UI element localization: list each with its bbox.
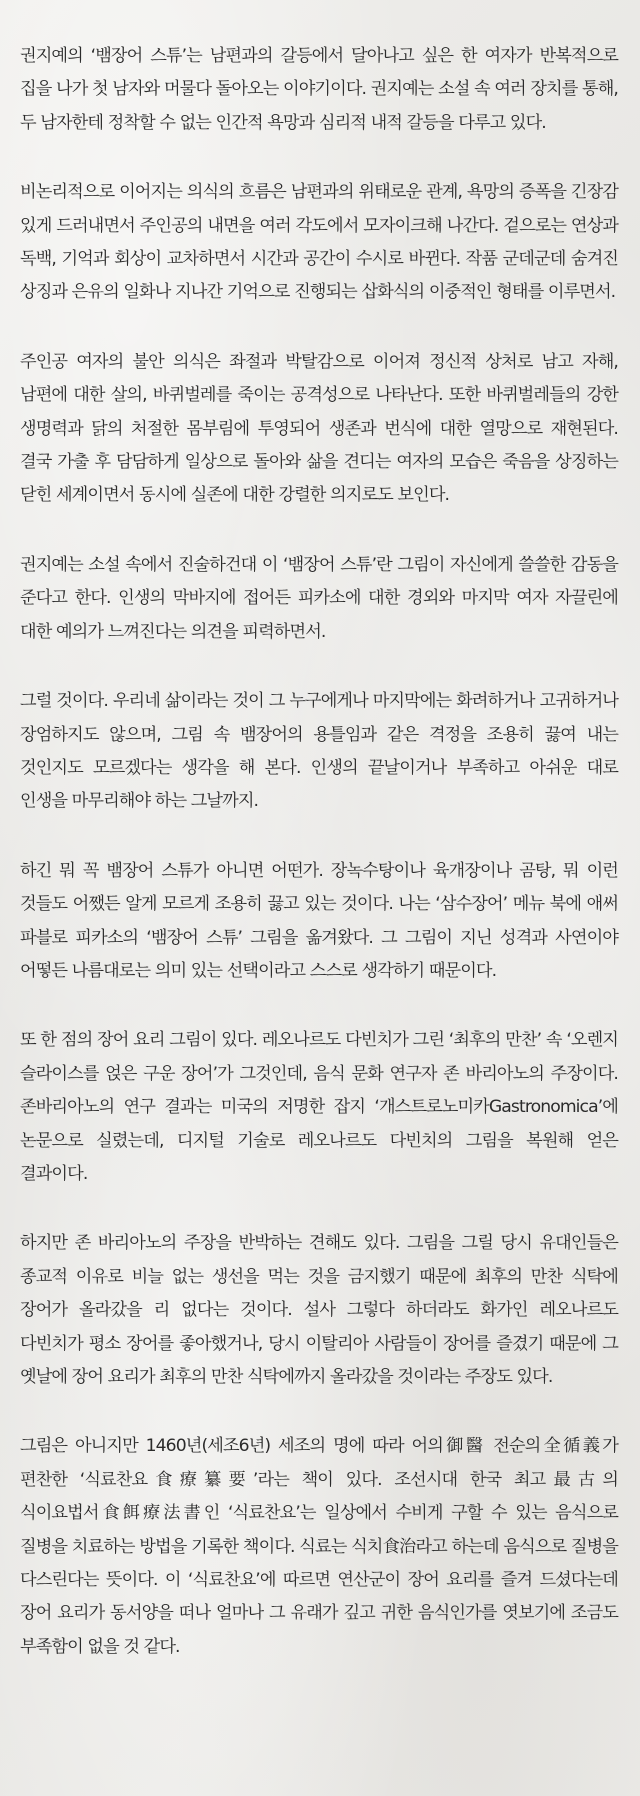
paragraph-2: 비논리적으로 이어지는 의식의 흐름은 남편과의 위태로운 관계, 욕망의 증폭을 긴장감 있게 드러내면서 주인공의 내면을 여러 각도에서 모자이크해 나간다. 겉으로는 연상과 독백, 기억과 회상이 교차하면서 시간과 공간이 수시로 바뀐다. 작품 군데군데 숨겨진 상징과 은유의 일화나 지나간 기억으로 진행되는 삽화식의 이중적인 형태를 이루면서. bbox=[20, 182, 618, 303]
paragraph-5: 그럴 것이다. 우리네 삶이라는 것이 그 누구에게나 마지막에는 화려하거나 고귀하거나 장엄하지도 않으며, 그림 속 뱀장어의 용틀임과 같은 격정을 조용히 끓여 내는 것인지도 모르겠다는 생각을 해 본다. 인생의 끝날이거나 부족하고 아쉬운 대로 인생을 마무리해야 하는 그날까지. bbox=[20, 691, 618, 812]
paragraph-9: 그림은 아니지만 1460년(세조6년) 세조의 명에 따라 어의御醫 전순의全循義가 편찬한 ‘식료찬요食療纂要’라는 책이 있다. 조선시대 한국 최고最古의 식이요법서食餌療法書인 ‘식료찬요’는 일상에서 수비게 구할 수 있는 음식으로 질병을 치료하는 방법을 기록한 책이다. 식료는 식치食治라고 하는데 음식으로 질병을 다스린다는 뜻이다. 이 ‘식료찬요’에 따르면 연산군이 장어 요리를 즐겨 드셨다는데 장어 요리가 동서양을 떠나 얼마나 그 유래가 깊고 귀한 음식인가를 엿보기에 조금도 부족함이 없을 것 같다. bbox=[20, 1436, 618, 1657]
paragraph-6: 하긴 뭐 꼭 뱀장어 스튜가 아니면 어떤가. 장녹수탕이나 육개장이나 곰탕, 뭐 이런 것들도 어쨌든 알게 모르게 조용히 끓고 있는 것이다. 나는 ‘삼수장어’ 메뉴 북에 애써 파블로 피카소의 ‘뱀장어 스튜’ 그림을 옮겨왔다. 그 그림이 지닌 성격과 사연이야 어떻든 나름대로는 의미 있는 선택이라고 스스로 생각하기 때문이다. bbox=[20, 860, 618, 981]
paragraph-8: 하지만 존 바리아노의 주장을 반박하는 견해도 있다. 그림을 그릴 당시 유대인들은 종교적 이유로 비늘 없는 생선을 먹는 것을 금지했기 때문에 최후의 만찬 식탁에 장어가 올라갔을 리 없다는 것이다. 설사 그렇다 하더라도 화가인 레오나르도 다빈치가 평소 장어를 좋아했거나, 당시 이탈리아 사람들이 장어를 즐겼기 때문에 그 옛날에 장어 요리가 최후의 만찬 식탁에까지 올라갔을 것이라는 주장도 있다. bbox=[20, 1233, 618, 1387]
paragraph-1: 권지예의 ‘뱀장어 스튜’는 남편과의 갈등에서 달아나고 싶은 한 여자가 반복적으로 집을 나가 첫 남자와 머물다 돌아오는 이야기이다. 권지예는 소설 속 여러 장치를 통해, 두 남자한테 정착할 수 없는 인간적 욕망과 심리적 내적 갈등을 다루고 있다. bbox=[20, 46, 618, 133]
paragraph-7: 또 한 점의 장어 요리 그림이 있다. 레오나르도 다빈치가 그린 ‘최후의 만찬’ 속 ‘오렌지 슬라이스를 얹은 구운 장어’가 그것인데, 음식 문화 연구자 존 바리아노의 주장이다. 존바리아노의 연구 결과는 미국의 저명한 잡지 ‘개스트로노미카Gastronomica’에 논문으로 실렸는데, 디지털 기술로 레오나르도 다빈치의 그림을 복원해 얻은 결과이다. bbox=[20, 1030, 618, 1184]
paragraph-3: 주인공 여자의 불안 의식은 좌절과 박탈감으로 이어져 정신적 상처로 남고 자해, 남편에 대한 살의, 바퀴벌레를 죽이는 공격성으로 나타난다. 또한 바퀴벌레들의 강한 생명력과 닭의 처절한 몸부림에 투영되어 생존과 번식에 대한 열망으로 재현된다. 결국 가출 후 담담하게 일상으로 돌아와 삶을 견디는 여자의 모습은 죽음을 상징하는 닫힌 세계이면서 동시에 실존에 대한 강렬한 의지로도 보인다. bbox=[20, 351, 618, 506]
paragraph-4: 권지예는 소설 속에서 진술하건대 이 ‘뱀장어 스튜’란 그림이 자신에게 쓸쓸한 감동을 준다고 한다. 인생의 막바지에 접어든 피카소에 대한 경외와 마지막 여자 자끌린에 대한 예의가 느껴진다는 의견을 피력하면서. bbox=[20, 554, 618, 642]
